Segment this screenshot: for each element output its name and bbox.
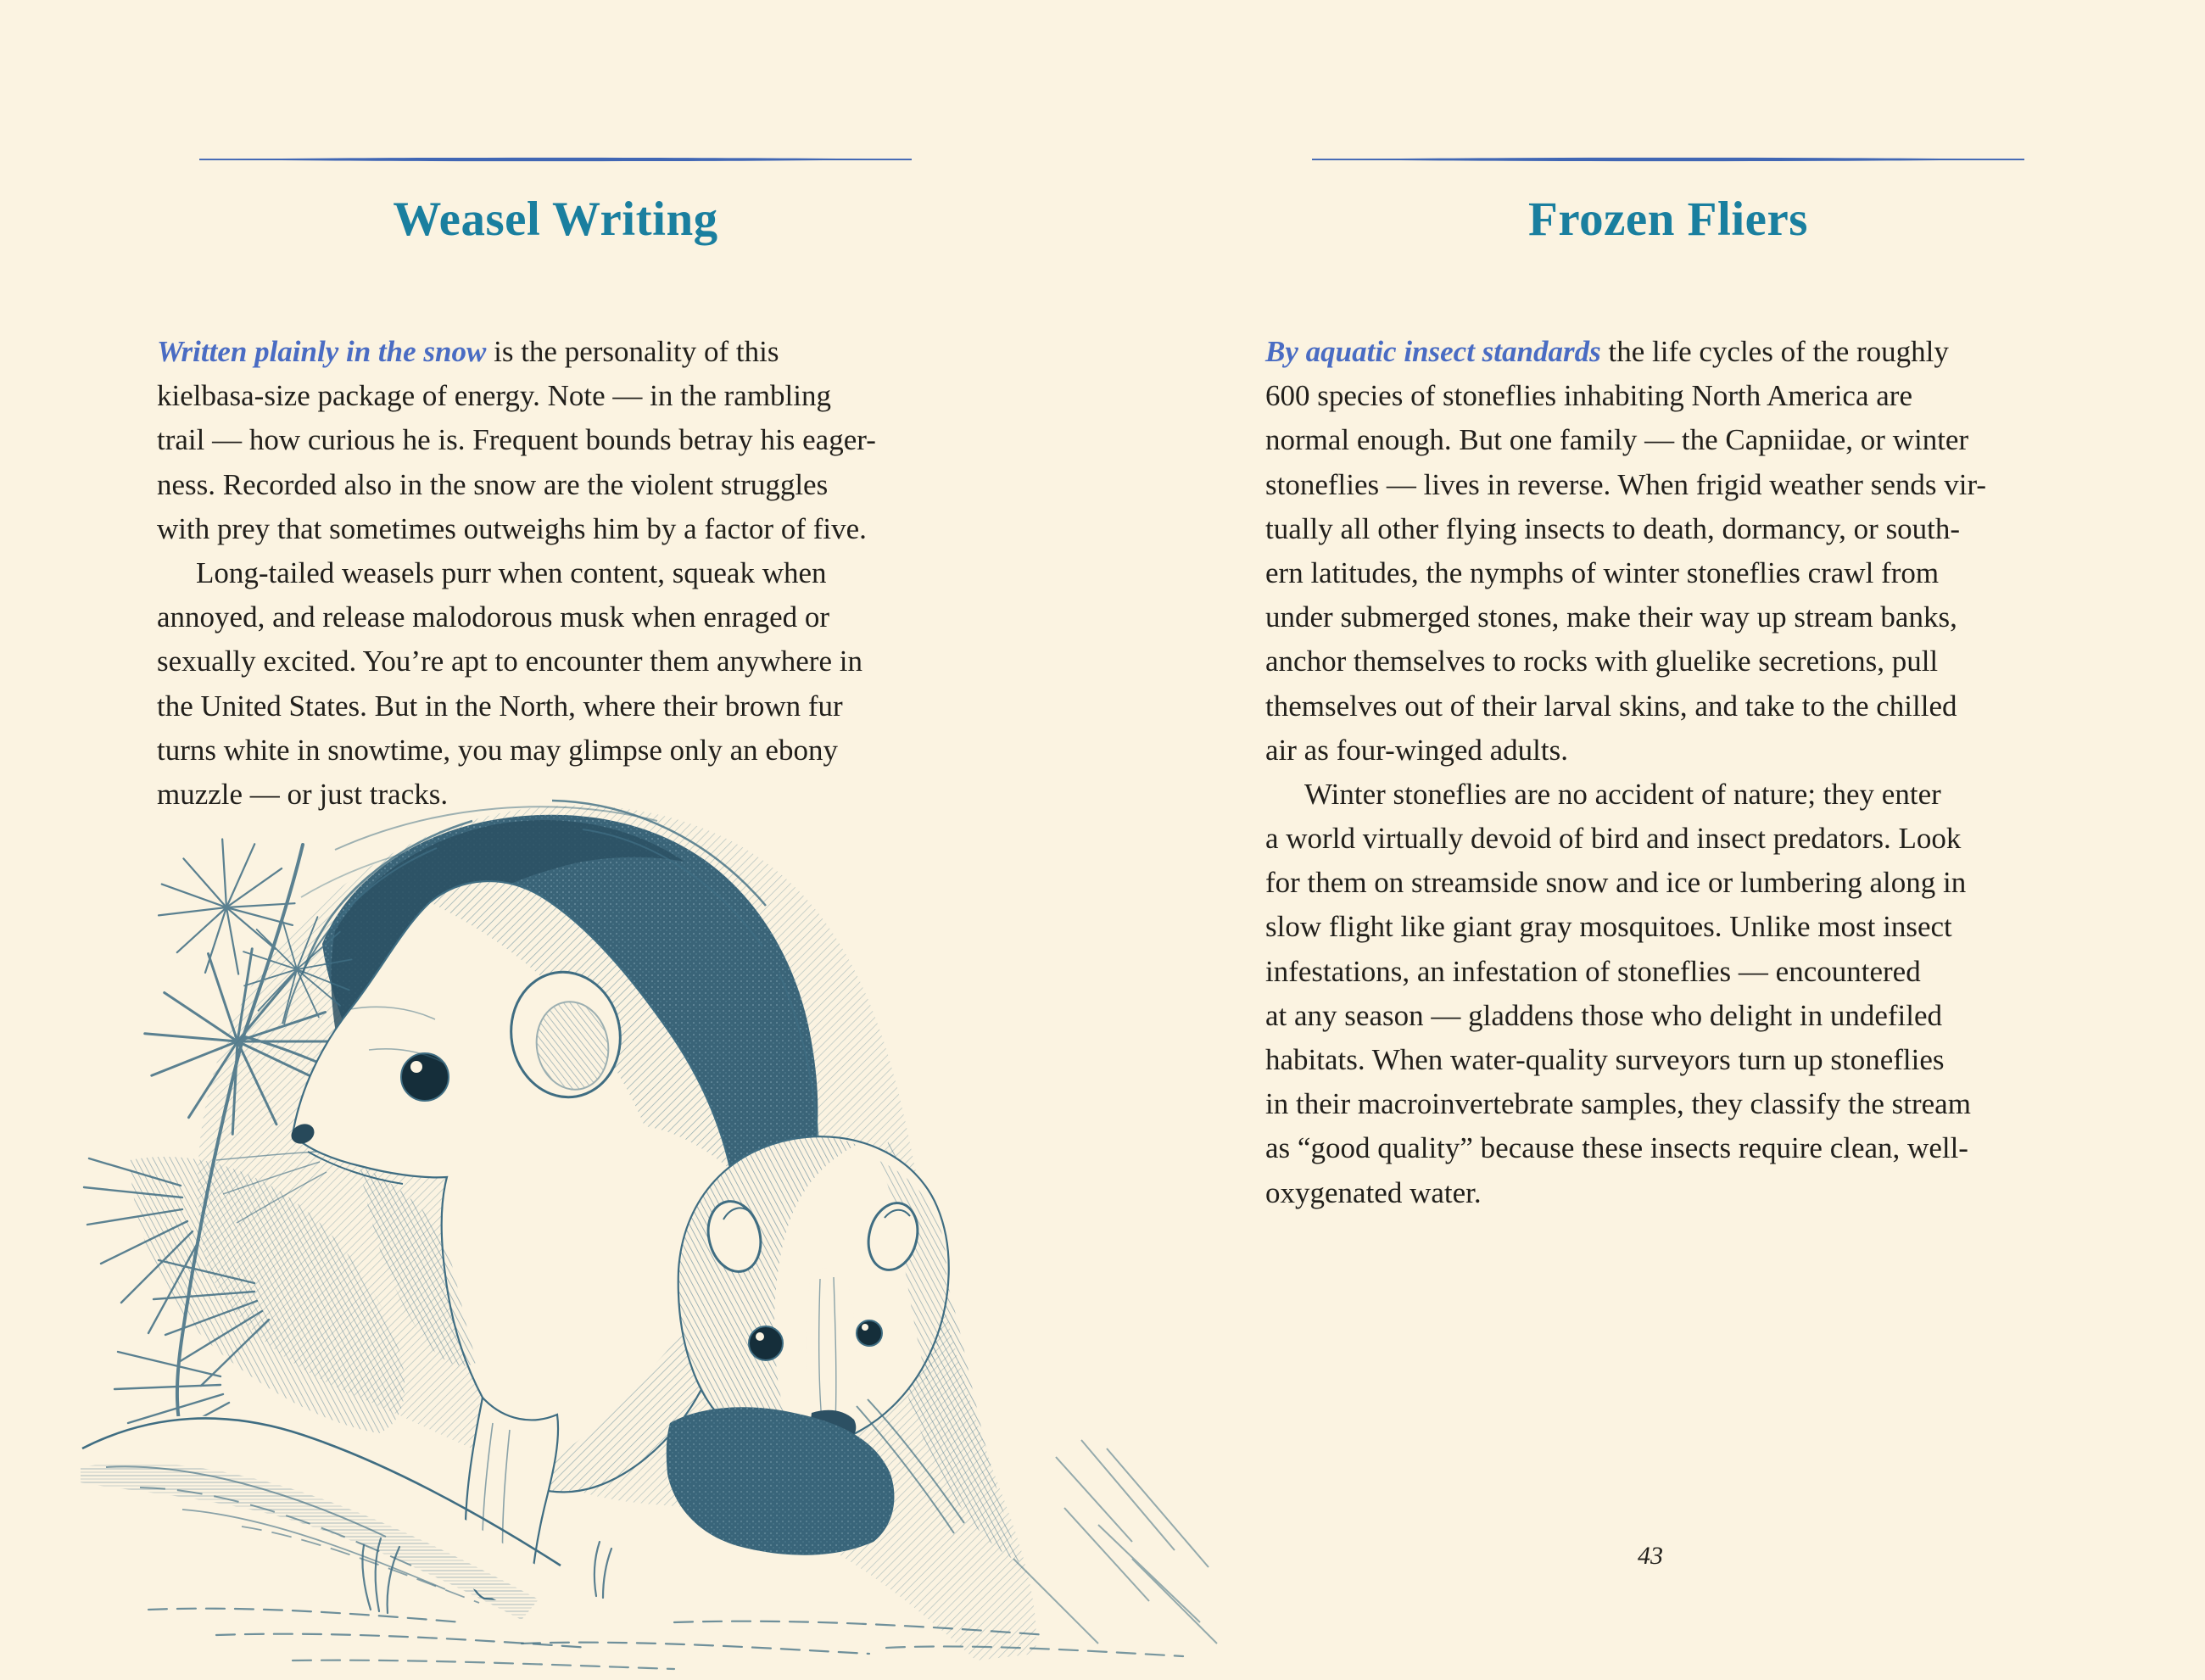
body-line: for them on streamside snow and ice or lumbering along in [1265, 866, 1967, 900]
page-title: Weasel Writing [393, 193, 718, 246]
page-title: Frozen Fliers [1528, 193, 1808, 246]
right-page [1265, 0, 2071, 1680]
body-line: annoyed, and release malodorous musk when enraged or [157, 600, 830, 634]
page-number: 43 [1638, 1542, 1663, 1570]
body-line: Long-tailed weasels purr when content, squeak when [196, 555, 827, 589]
body-line: under submerged stones, make their way up stream banks, [1265, 600, 1957, 634]
body-line: infestations, an infestation of stoneflies — encountered [1265, 954, 1921, 988]
body-line-rest: the life cycles of the roughly [1600, 335, 1949, 368]
body-line: themselves out of their larval skins, and take to the chilled [1265, 689, 1957, 723]
body-line: slow flight like giant gray mosquitoes. Unlike most insect [1265, 910, 1952, 944]
body-line: ern latitudes, the nymphs of winter stoneflies crawl from [1265, 555, 1940, 589]
body-line: habitats. When water-quality surveyors turn up stoneflies [1265, 1043, 1945, 1076]
body-line: ness. Recorded also in the snow are the violent struggles [157, 467, 829, 501]
body-line [1265, 330, 2071, 374]
body-line: sexually excited. You’re apt to encounter them anywhere in [157, 645, 862, 678]
body-line: anchor themselves to rocks with gluelike secretions, pull [1265, 645, 1939, 678]
body-line: turns white in snowtime, you may glimpse only an ebony [157, 733, 838, 767]
body-line: at any season — gladdens those who delight in undefiled [1265, 998, 1943, 1032]
body-line: in their macroinvertebrate samples, they classify the stream [1265, 1087, 1971, 1121]
body-line: with prey that sometimes outweighs him by a factor of five. [157, 511, 867, 545]
body-text [157, 330, 954, 817]
body-line: as “good quality” because these insects require clean, well- [1265, 1131, 1968, 1165]
body-line: Winter stoneflies are no accident of nature; they enter [1304, 777, 1941, 811]
body-line: oxygenated water. [1265, 1175, 1482, 1209]
body-line [157, 330, 954, 374]
body-line: a world virtually devoid of bird and insect predators. Look [1265, 822, 1962, 856]
lead-in-phrase: Written plainly in the snow [157, 335, 487, 368]
body-line: 600 species of stoneflies inhabiting North America are [1265, 379, 1912, 413]
body-line: stoneflies — lives in reverse. When frigid weather sends vir- [1265, 467, 1987, 501]
title-rule [199, 156, 912, 163]
body-text [1265, 330, 2071, 1215]
body-line: normal enough. But one family — the Capniidae, or winter [1265, 423, 1969, 457]
body-line: kielbasa-size package of energy. Note — in the rambling [157, 379, 831, 413]
lead-in-phrase: By aquatic insect standards [1265, 335, 1601, 368]
body-line: air as four-winged adults. [1265, 733, 1568, 767]
weasel-den-illustration [81, 795, 1251, 1680]
left-page [157, 0, 954, 1680]
adult-eye [401, 1053, 449, 1101]
body-line-rest: is the personality of this [486, 335, 779, 368]
body-line: tually all other flying insects to death, dormancy, or south- [1265, 511, 1961, 545]
body-line: muzzle — or just tracks. [157, 777, 449, 811]
body-line: the United States. But in the North, where their brown fur [157, 689, 843, 723]
title-rule [1312, 156, 2024, 163]
body-line: trail — how curious he is. Frequent bounds betray his eager- [157, 423, 876, 457]
kit-muzzle [806, 1269, 857, 1434]
